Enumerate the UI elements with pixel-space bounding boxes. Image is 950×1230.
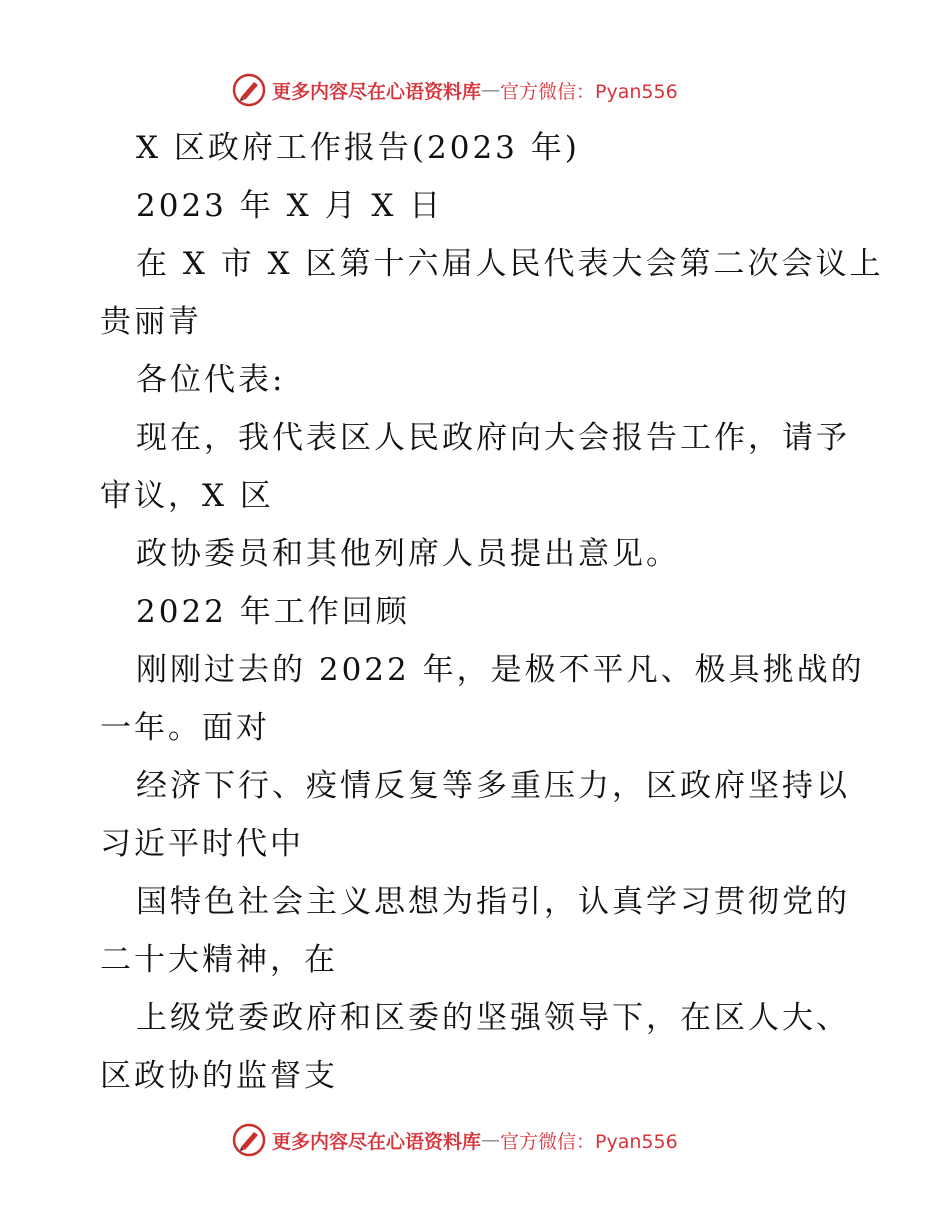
pen-logo-icon	[232, 73, 266, 107]
watermark-main-text: 更多内容尽在心语资料库	[272, 80, 482, 103]
watermark-dash: —	[481, 1129, 501, 1151]
doc-line: 上级党委政府和区委的坚强领导下，在区人大、	[136, 1000, 850, 1036]
doc-section-heading: 2022 年工作回顾	[136, 594, 410, 630]
watermark-main-text: 更多内容尽在心语资料库	[272, 1130, 482, 1153]
doc-line: 区政协的监督支	[100, 1058, 338, 1094]
watermark-contact: 官方微信：Pyan556	[500, 1130, 678, 1153]
doc-line: 经济下行、疫情反复等多重压力，区政府坚持以	[136, 768, 850, 804]
doc-line: 在 X 市 X 区第十六届人民代表大会第二次会议上	[136, 246, 884, 282]
doc-line: 习近平时代中	[100, 826, 304, 862]
doc-line: 现在，我代表区人民政府向大会报告工作，请予	[136, 420, 850, 456]
doc-line: 一年。面对	[100, 710, 270, 746]
watermark-footer	[232, 1122, 752, 1158]
doc-author: 贵丽青	[100, 304, 202, 340]
doc-date: 2023 年 X 月 X 日	[136, 188, 444, 224]
watermark-contact: 官方微信：Pyan556	[500, 80, 678, 103]
pen-logo-icon	[232, 1123, 266, 1157]
watermark-dash: —	[481, 79, 501, 101]
doc-salutation: 各位代表:	[136, 362, 286, 398]
watermark-header	[232, 72, 752, 108]
doc-line: 审议，X 区	[100, 478, 274, 514]
doc-line: 二十大精神，在	[100, 942, 338, 978]
doc-line: 政协委员和其他列席人员提出意见。	[136, 536, 680, 572]
doc-title: X 区政府工作报告(2023 年)	[136, 130, 580, 166]
doc-line: 刚刚过去的 2022 年，是极不平凡、极具挑战的	[136, 652, 865, 688]
doc-line: 国特色社会主义思想为指引，认真学习贯彻党的	[136, 884, 850, 920]
